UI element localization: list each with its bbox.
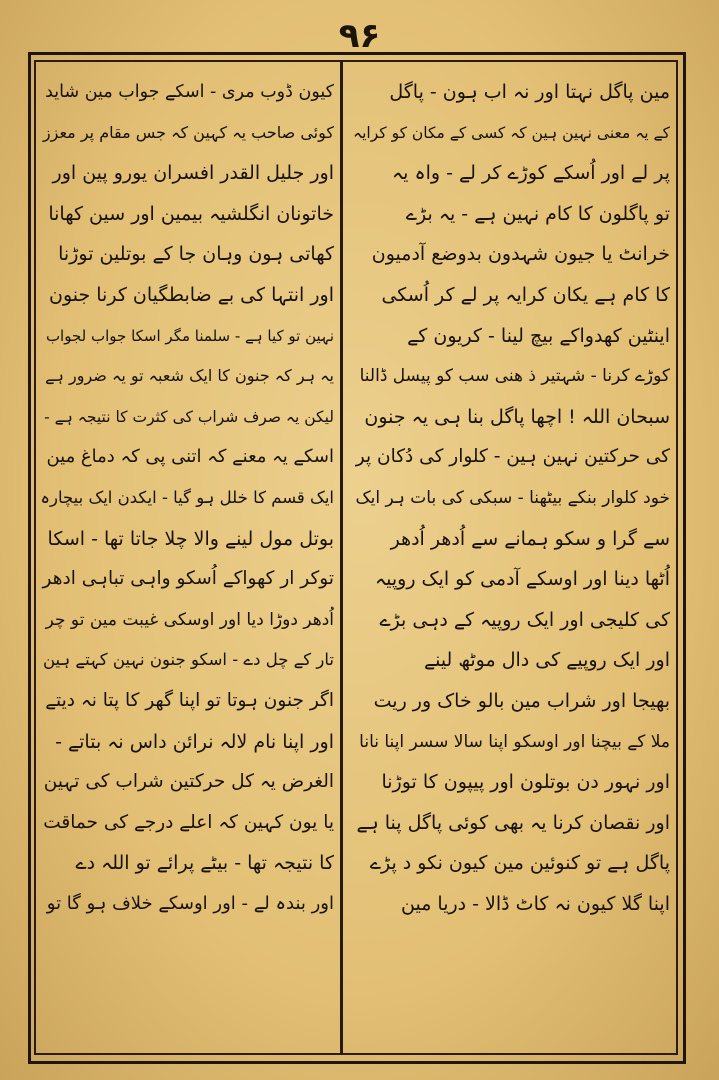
text-line: نہین تو کیا ہے - سلمنا مگر اسکا جواب لجواب [45,326,334,345]
text-line: بھیجا اور شراب مین بالو خاک ور ریت [373,689,670,712]
left-text-column [40,72,334,1047]
text-line: اور ایک روپیے کی دال موٹھ لینے [423,649,670,672]
page-number: ۹۶ [338,16,381,56]
text-line: اور نہور دن بوتلون اور پیپون کا توڑنا [381,771,670,794]
text-line: لیکن یہ صرف شراب کی کثرت کا نتیجہ ہے - [44,407,334,426]
text-line: سبحان اللہ ! اچھا پاگل بنا ہی یہ جنون [364,405,670,428]
text-line: اور انتہا کی بے ضابطگیان کرنا جنون [48,283,334,306]
text-line: بوتل مول لینے والا چلا جاتا تھا - اسکا [47,527,334,550]
text-line: اور نقصان کرنا یہ بھی کوئی پاگل پنا ہے [356,811,670,834]
text-line: اُدھر دوڑا دیا اور اوسکی غیبت مین تو چر [45,609,334,630]
right-text-column [352,72,670,1047]
text-line: کا نتیجہ تھا - بیٹے پرائے تو اللہ دے [75,852,334,875]
text-line: یہ ہر کہ جنون کا ایک شعبہ تو یہ ضرور ہے [45,366,334,386]
text-line: یا یون کہین کہ اعلے درجے کی حماقت [43,811,334,833]
text-line: اینٹین کھدواکے بیچ لینا - کریون کے [407,324,670,347]
text-line: تو پاگلون کا کام نہین ہے - یہ بڑے [405,202,670,225]
text-line: خود کلوار بنکے بیٹھنا - سبکی کی بات ہر ایک [355,487,670,508]
text-line: کوئی صاحب یہ کہین کہ جس مقام پر معزز [42,122,334,142]
text-line: تار کے چل دے - اسکو جنون نہین کہتے ہین [42,650,334,670]
text-line: اور جلیل القدر افسران یورو پین اور [52,162,334,185]
text-line: اور اپنا نام لالہ نرائن داس نہ بتاتے - [55,730,334,753]
text-line: الغرض یہ کل حرکتین شراب کی تہین [43,771,334,793]
text-line: کی کلیجی اور ایک روپیہ کے دہی بڑے [379,608,670,631]
text-line: ایک قسم کا خلل ہو گیا - ایکدن ایک بیچارہ [40,487,334,507]
text-line: کی حرکتین نہین ہین - کلوار کی دُکان پر [355,446,670,468]
text-line: کوڑے کرنا - شہتیر ذ ھنی سب کو پیسل ڈالنا [359,366,670,387]
text-line: خرانٹ یا جیون شہدون بدوضع آدمیون [371,243,670,266]
text-line: اپنا گلا کیون نہ کاٹ ڈالا - دریا مین [401,892,670,915]
text-line: اور بندہ لے - اور اوسکے خلاف ہو گا تو [46,892,334,914]
text-line: کے یہ معنی نہین ہین کہ کسی کے مکان کو کرایہ [353,123,670,142]
text-line: کیون ڈوب مری - اسکے جواب مین شاید [45,82,334,102]
text-line: توکر ار کھواکے اُسکو واہی تباہی ادھر [42,568,334,590]
text-line: پاگل ہے تو کنوئین مین کیون نکو د پڑے [369,852,670,875]
text-line: پر لے اور اُسکے کوڑے کر لے - واہ یہ [392,162,670,185]
text-line: اسکے یہ معنے کہ اتنی پی کہ دماغ مین [46,446,334,468]
text-line: مین پاگل نہتا اور نہ اب ہون - پاگل [389,81,670,103]
text-line: ملا کے بیچنا اور اوسکو اپنا سالا سسر اپنا نانا [359,731,670,752]
text-line: سے گرا و سکو ہمانے سے اُدھر اُدھر [390,527,670,550]
column-divider [340,60,343,1055]
text-line: اگر جنون ہوتا تو اپنا گھر کا پتا نہ دیتے [45,689,334,711]
text-line: کا کام ہے یکان کرایہ پر لے کر اُسکی [381,283,670,306]
text-line: اُٹھا دینا اور اوسکے آدمی کو ایک روپیہ [375,568,670,591]
text-line: خاتونان انگلشیہ بیمین اور سین کھانا [48,202,334,225]
text-line: کھاتی ہون وہان جا کے بوتلین توڑنا [58,243,334,266]
